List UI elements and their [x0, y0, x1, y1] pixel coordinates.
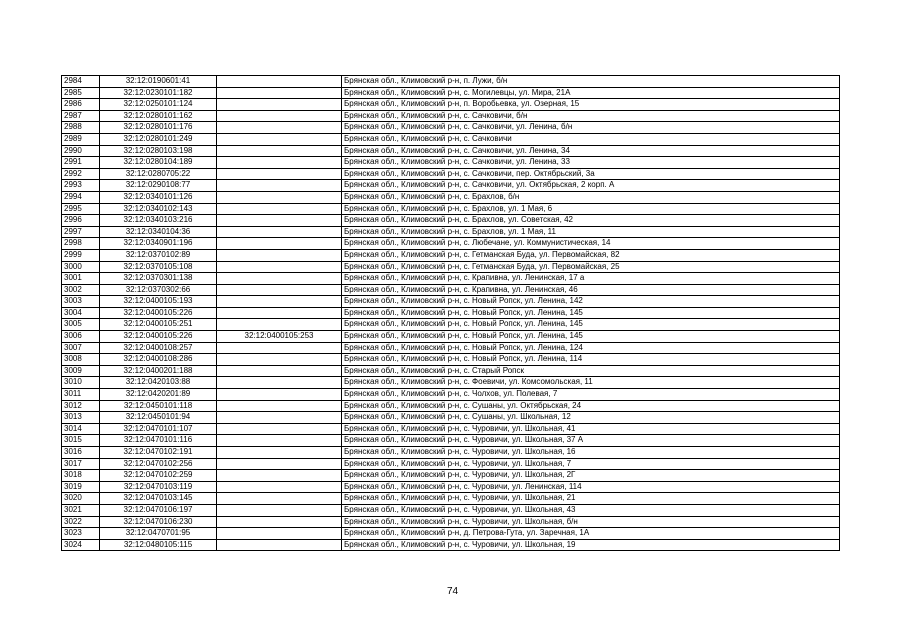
related-cadastral-number-cell	[217, 157, 342, 169]
row-number-cell: 3014	[62, 423, 100, 435]
cadastral-number-cell: 32:12:0370301:138	[100, 273, 217, 285]
address-cell: Брянская обл., Климовский р-н, с. Гетманская Буда, ул. Первомайская, 25	[342, 261, 840, 273]
cadastral-number-cell: 32:12:0400105:226	[100, 307, 217, 319]
table-row	[62, 122, 840, 134]
table-row	[62, 481, 840, 493]
address-cell: Брянская обл., Климовский р-н, д. Петрова-Гута, ул. Заречная, 1А	[342, 528, 840, 540]
row-number-cell: 3019	[62, 481, 100, 493]
address-cell: Брянская обл., Климовский р-н, с. Чуровичи, ул. Школьная, 16	[342, 447, 840, 459]
address-cell: Брянская обл., Климовский р-н, с. Сачковичи, ул. Ленина, 33	[342, 157, 840, 169]
table-row	[62, 354, 840, 366]
table-row	[62, 493, 840, 505]
related-cadastral-number-cell	[217, 110, 342, 122]
row-number-cell: 3020	[62, 493, 100, 505]
address-cell: Брянская обл., Климовский р-н, с. Брахлов, ул. Советская, 42	[342, 215, 840, 227]
address-cell: Брянская обл., Климовский р-н, с. Чолхов, ул. Полевая, 7	[342, 389, 840, 401]
cadastral-number-cell: 32:12:0400105:193	[100, 296, 217, 308]
related-cadastral-number-cell	[217, 180, 342, 192]
cadastral-number-cell: 32:12:0400105:226	[100, 331, 217, 343]
row-number-cell: 3005	[62, 319, 100, 331]
cadastral-number-cell: 32:12:0280101:162	[100, 110, 217, 122]
row-number-cell: 2996	[62, 215, 100, 227]
table-row	[62, 145, 840, 157]
table-row	[62, 99, 840, 111]
row-number-cell: 3023	[62, 528, 100, 540]
row-number-cell: 3003	[62, 296, 100, 308]
related-cadastral-number-cell	[217, 528, 342, 540]
table-row	[62, 539, 840, 551]
cadastral-number-cell: 32:12:0470701:95	[100, 528, 217, 540]
row-number-cell: 2995	[62, 203, 100, 215]
table-row	[62, 87, 840, 99]
related-cadastral-number-cell	[217, 365, 342, 377]
table-row	[62, 377, 840, 389]
address-cell: Брянская обл., Климовский р-н, с. Старый Ропск	[342, 365, 840, 377]
table-row	[62, 307, 840, 319]
cadastral-number-cell: 32:12:0280101:176	[100, 122, 217, 134]
table-row	[62, 458, 840, 470]
related-cadastral-number-cell	[217, 122, 342, 134]
address-cell: Брянская обл., Климовский р-н, с. Чуровичи, ул. Школьная, 43	[342, 504, 840, 516]
related-cadastral-number-cell	[217, 481, 342, 493]
table-row	[62, 447, 840, 459]
table-row	[62, 249, 840, 261]
address-cell: Брянская обл., Климовский р-н, с. Сачковичи	[342, 133, 840, 145]
cadastral-number-cell: 32:12:0230101:182	[100, 87, 217, 99]
related-cadastral-number-cell	[217, 342, 342, 354]
cadastral-number-cell: 32:12:0450101:118	[100, 400, 217, 412]
cadastral-number-cell: 32:12:0370102:89	[100, 249, 217, 261]
row-number-cell: 3024	[62, 539, 100, 551]
cadastral-number-cell: 32:12:0470103:119	[100, 481, 217, 493]
table-row	[62, 133, 840, 145]
table-row	[62, 203, 840, 215]
address-cell: Брянская обл., Климовский р-н, с. Новый Ропск, ул. Ленина, 142	[342, 296, 840, 308]
table-row	[62, 389, 840, 401]
cadastral-number-cell: 32:12:0470102:259	[100, 470, 217, 482]
table-row	[62, 504, 840, 516]
table-row	[62, 516, 840, 528]
table-row	[62, 365, 840, 377]
address-cell: Брянская обл., Климовский р-н, с. Новый Ропск, ул. Ленина, 145	[342, 307, 840, 319]
address-cell: Брянская обл., Климовский р-н, с. Брахлов, б/н	[342, 191, 840, 203]
table-row	[62, 157, 840, 169]
address-cell: Брянская обл., Климовский р-н, с. Чуровичи, ул. Школьная, 7	[342, 458, 840, 470]
table-row	[62, 470, 840, 482]
address-cell: Брянская обл., Климовский р-н, с. Новый Ропск, ул. Ленина, 145	[342, 331, 840, 343]
address-cell: Брянская обл., Климовский р-н, с. Фоевичи, ул. Комсомольская, 11	[342, 377, 840, 389]
cadastral-number-cell: 32:12:0470102:191	[100, 447, 217, 459]
address-cell: Брянская обл., Климовский р-н, с. Сачковичи, ул. Ленина, 34	[342, 145, 840, 157]
row-number-cell: 2994	[62, 191, 100, 203]
cadastral-number-cell: 32:12:0400105:251	[100, 319, 217, 331]
cadastral-number-cell: 32:12:0420103:88	[100, 377, 217, 389]
row-number-cell: 2985	[62, 87, 100, 99]
related-cadastral-number-cell	[217, 238, 342, 250]
related-cadastral-number-cell	[217, 447, 342, 459]
address-cell: Брянская обл., Климовский р-н, с. Любечане, ул. Коммунистическая, 14	[342, 238, 840, 250]
cadastral-number-cell: 32:12:0470102:256	[100, 458, 217, 470]
address-cell: Брянская обл., Климовский р-н, с. Сачковичи, б/н	[342, 110, 840, 122]
related-cadastral-number-cell	[217, 133, 342, 145]
related-cadastral-number-cell	[217, 516, 342, 528]
row-number-cell: 3001	[62, 273, 100, 285]
related-cadastral-number-cell	[217, 296, 342, 308]
table-row	[62, 319, 840, 331]
address-cell: Брянская обл., Климовский р-н, с. Чуровичи, ул. Школьная, 41	[342, 423, 840, 435]
row-number-cell: 2993	[62, 180, 100, 192]
row-number-cell: 3006	[62, 331, 100, 343]
related-cadastral-number-cell	[217, 215, 342, 227]
table-row	[62, 296, 840, 308]
cadastral-number-cell: 32:12:0370302:66	[100, 284, 217, 296]
related-cadastral-number-cell	[217, 435, 342, 447]
table-row	[62, 76, 840, 88]
related-cadastral-number-cell	[217, 504, 342, 516]
table-row	[62, 215, 840, 227]
row-number-cell: 3010	[62, 377, 100, 389]
row-number-cell: 2987	[62, 110, 100, 122]
cadastral-number-cell: 32:12:0400201:188	[100, 365, 217, 377]
related-cadastral-number-cell	[217, 354, 342, 366]
address-cell: Брянская обл., Климовский р-н, с. Чуровичи, ул. Школьная, б/н	[342, 516, 840, 528]
row-number-cell: 2998	[62, 238, 100, 250]
address-cell: Брянская обл., Климовский р-н, с. Новый Ропск, ул. Ленина, 145	[342, 319, 840, 331]
cadastral-number-cell: 32:12:0280104:189	[100, 157, 217, 169]
table-row	[62, 423, 840, 435]
row-number-cell: 2988	[62, 122, 100, 134]
table-row	[62, 191, 840, 203]
cadastral-number-cell: 32:12:0340102:143	[100, 203, 217, 215]
address-cell: Брянская обл., Климовский р-н, с. Брахлов, ул. 1 Мая, 11	[342, 226, 840, 238]
cadastral-number-cell: 32:12:0400108:286	[100, 354, 217, 366]
row-number-cell: 2999	[62, 249, 100, 261]
related-cadastral-number-cell	[217, 87, 342, 99]
cadastral-number-cell: 32:12:0370105:108	[100, 261, 217, 273]
related-cadastral-number-cell	[217, 412, 342, 424]
row-number-cell: 2992	[62, 168, 100, 180]
cadastral-number-cell: 32:12:0250101:124	[100, 99, 217, 111]
cadastral-number-cell: 32:12:0340901:196	[100, 238, 217, 250]
table-row	[62, 110, 840, 122]
cadastral-number-cell: 32:12:0280103:198	[100, 145, 217, 157]
row-number-cell: 3016	[62, 447, 100, 459]
related-cadastral-number-cell	[217, 76, 342, 88]
address-cell: Брянская обл., Климовский р-н, с. Чуровичи, ул. Школьная, 37 А	[342, 435, 840, 447]
cadastral-number-cell: 32:12:0340101:126	[100, 191, 217, 203]
address-cell: Брянская обл., Климовский р-н, с. Сушаны, ул. Школьная, 12	[342, 412, 840, 424]
page-number: 74	[446, 586, 459, 597]
address-cell: Брянская обл., Климовский р-н, п. Воробьевка, ул. Озерная, 15	[342, 99, 840, 111]
cadastral-number-cell: 32:12:0190601:41	[100, 76, 217, 88]
related-cadastral-number-cell	[217, 261, 342, 273]
related-cadastral-number-cell	[217, 273, 342, 285]
row-number-cell: 3004	[62, 307, 100, 319]
address-cell: Брянская обл., Климовский р-н, с. Чуровичи, ул. Ленинская, 114	[342, 481, 840, 493]
related-cadastral-number-cell: 32:12:0400105:253	[217, 331, 342, 343]
related-cadastral-number-cell	[217, 470, 342, 482]
address-cell: Брянская обл., Климовский р-н, с. Чуровичи, ул. Школьная, 2Г	[342, 470, 840, 482]
row-number-cell: 2989	[62, 133, 100, 145]
cadastral-number-cell: 32:12:0420201:89	[100, 389, 217, 401]
row-number-cell: 3008	[62, 354, 100, 366]
row-number-cell: 2984	[62, 76, 100, 88]
table-row	[62, 261, 840, 273]
related-cadastral-number-cell	[217, 400, 342, 412]
table-row	[62, 273, 840, 285]
row-number-cell: 2991	[62, 157, 100, 169]
cadastral-number-cell: 32:12:0470106:230	[100, 516, 217, 528]
address-cell: Брянская обл., Климовский р-н, с. Сачковичи, ул. Ленина, б/н	[342, 122, 840, 134]
address-cell: Брянская обл., Климовский р-н, с. Чуровичи, ул. Школьная, 19	[342, 539, 840, 551]
table-row	[62, 400, 840, 412]
address-cell: Брянская обл., Климовский р-н, с. Брахлов, ул. 1 Мая, 6	[342, 203, 840, 215]
row-number-cell: 3021	[62, 504, 100, 516]
cadastral-number-cell: 32:12:0280101:249	[100, 133, 217, 145]
table-row	[62, 168, 840, 180]
table-row	[62, 238, 840, 250]
address-cell: Брянская обл., Климовский р-н, с. Крапивна, ул. Ленинская, 46	[342, 284, 840, 296]
row-number-cell: 3012	[62, 400, 100, 412]
row-number-cell: 3000	[62, 261, 100, 273]
row-number-cell: 3013	[62, 412, 100, 424]
cadastral-number-cell: 32:12:0290108:77	[100, 180, 217, 192]
table-row	[62, 342, 840, 354]
cadastral-number-cell: 32:12:0470106:197	[100, 504, 217, 516]
row-number-cell: 3017	[62, 458, 100, 470]
related-cadastral-number-cell	[217, 226, 342, 238]
row-number-cell: 3009	[62, 365, 100, 377]
table-row	[62, 180, 840, 192]
address-cell: Брянская обл., Климовский р-н, п. Лужи, б/н	[342, 76, 840, 88]
address-cell: Брянская обл., Климовский р-н, с. Могилевцы, ул. Мира, 21А	[342, 87, 840, 99]
table-row	[62, 412, 840, 424]
table-row	[62, 226, 840, 238]
address-cell: Брянская обл., Климовский р-н, с. Гетманская Буда, ул. Первомайская, 82	[342, 249, 840, 261]
cadastral-number-cell: 32:12:0470101:116	[100, 435, 217, 447]
table-row	[62, 528, 840, 540]
row-number-cell: 3018	[62, 470, 100, 482]
row-number-cell: 3011	[62, 389, 100, 401]
address-cell: Брянская обл., Климовский р-н, с. Новый Ропск, ул. Ленина, 114	[342, 354, 840, 366]
cadastral-number-cell: 32:12:0480105:115	[100, 539, 217, 551]
address-cell: Брянская обл., Климовский р-н, с. Сачковичи, пер. Октябрьский, 3а	[342, 168, 840, 180]
related-cadastral-number-cell	[217, 249, 342, 261]
table-row	[62, 284, 840, 296]
row-number-cell: 2997	[62, 226, 100, 238]
table-body	[62, 76, 840, 551]
cadastral-number-cell: 32:12:0470103:145	[100, 493, 217, 505]
related-cadastral-number-cell	[217, 319, 342, 331]
row-number-cell: 2986	[62, 99, 100, 111]
related-cadastral-number-cell	[217, 284, 342, 296]
related-cadastral-number-cell	[217, 191, 342, 203]
cadastral-number-cell: 32:12:0470101:107	[100, 423, 217, 435]
address-cell: Брянская обл., Климовский р-н, с. Новый Ропск, ул. Ленина, 124	[342, 342, 840, 354]
cadastral-number-cell: 32:12:0450101:94	[100, 412, 217, 424]
address-cell: Брянская обл., Климовский р-н, с. Сачковичи, ул. Октябрьская, 2 корп. А	[342, 180, 840, 192]
row-number-cell: 3015	[62, 435, 100, 447]
related-cadastral-number-cell	[217, 493, 342, 505]
row-number-cell: 2990	[62, 145, 100, 157]
property-table	[61, 75, 840, 551]
cadastral-number-cell: 32:12:0340103:216	[100, 215, 217, 227]
related-cadastral-number-cell	[217, 539, 342, 551]
related-cadastral-number-cell	[217, 458, 342, 470]
address-cell: Брянская обл., Климовский р-н, с. Чуровичи, ул. Школьная, 21	[342, 493, 840, 505]
row-number-cell: 3007	[62, 342, 100, 354]
related-cadastral-number-cell	[217, 145, 342, 157]
cadastral-number-cell: 32:12:0400108:257	[100, 342, 217, 354]
cadastral-number-cell: 32:12:0340104:36	[100, 226, 217, 238]
cadastral-number-cell: 32:12:0280705:22	[100, 168, 217, 180]
related-cadastral-number-cell	[217, 203, 342, 215]
row-number-cell: 3022	[62, 516, 100, 528]
related-cadastral-number-cell	[217, 423, 342, 435]
row-number-cell: 3002	[62, 284, 100, 296]
address-cell: Брянская обл., Климовский р-н, с. Сушаны, ул. Октябрьская, 24	[342, 400, 840, 412]
related-cadastral-number-cell	[217, 377, 342, 389]
related-cadastral-number-cell	[217, 307, 342, 319]
related-cadastral-number-cell	[217, 168, 342, 180]
related-cadastral-number-cell	[217, 99, 342, 111]
address-cell: Брянская обл., Климовский р-н, с. Крапивна, ул. Ленинская, 17 а	[342, 273, 840, 285]
table-row	[62, 435, 840, 447]
related-cadastral-number-cell	[217, 389, 342, 401]
table-row	[62, 331, 840, 343]
